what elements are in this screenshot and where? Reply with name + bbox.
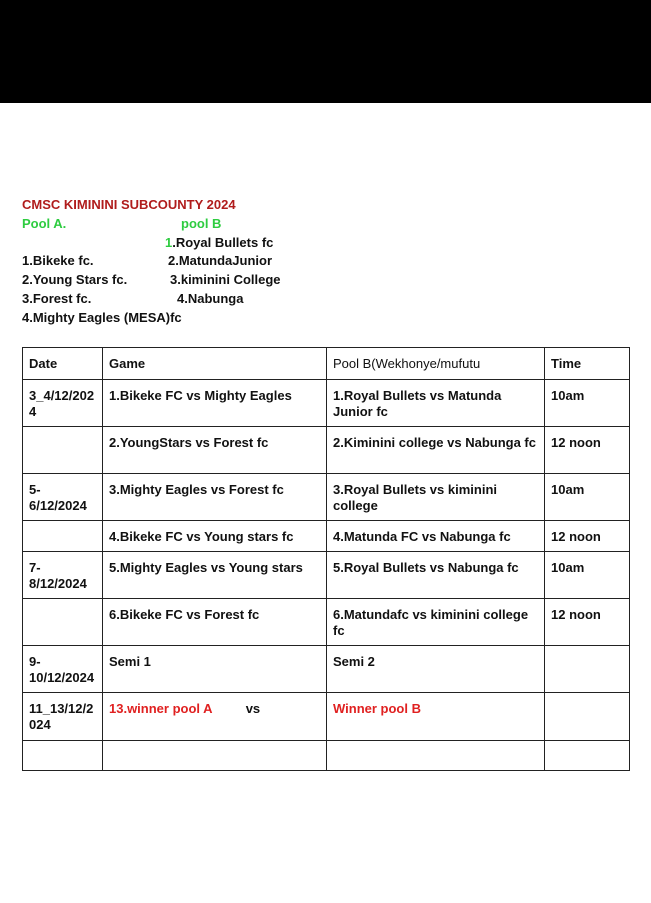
- cell-game: 4.Bikeke FC vs Young stars fc: [103, 521, 327, 552]
- cell-date: 9-10/12/2024: [23, 646, 103, 693]
- cell-pool-b: 1.Royal Bullets vs Matunda Junior fc: [327, 380, 545, 427]
- pool-b-team-4: 4.Nabunga: [177, 291, 244, 306]
- cell-game: 3.Mighty Eagles vs Forest fc: [103, 474, 327, 521]
- cell-date: 11_13/12/2024: [23, 693, 103, 741]
- table-row: [23, 599, 630, 646]
- pool-b-heading: pool B: [181, 216, 222, 231]
- final-pool-a-winner: 13.winner pool A: [109, 701, 213, 716]
- pool-a-team-4: 4.Mighty Eagles (MESA)fc: [22, 310, 182, 325]
- cell-time: 10am: [545, 474, 630, 521]
- final-row: [23, 693, 630, 741]
- cell-time: [545, 646, 630, 693]
- cell-pool-b: 2.Kiminini college vs Nabunga fc: [327, 427, 545, 474]
- header-time: Time: [545, 348, 630, 380]
- table-header-row: [23, 348, 630, 380]
- table-row: [23, 552, 630, 599]
- cell-time: [545, 693, 630, 741]
- cell-time: 12 noon: [545, 599, 630, 646]
- cell-game: 1.Bikeke FC vs Mighty Eagles: [103, 380, 327, 427]
- cell-pool-b: 4.Matunda FC vs Nabunga fc: [327, 521, 545, 552]
- table-row: [23, 646, 630, 693]
- header-date: Date: [23, 348, 103, 380]
- cell-game: 6.Bikeke FC vs Forest fc: [103, 599, 327, 646]
- cell-date: [23, 599, 103, 646]
- final-vs: vs: [245, 701, 261, 716]
- cell-date: [23, 521, 103, 552]
- cell-pool-b: Semi 2: [327, 646, 545, 693]
- table-row: [23, 380, 630, 427]
- cell-pool-b: 5.Royal Bullets vs Nabunga fc: [327, 552, 545, 599]
- header-game: Game: [103, 348, 327, 380]
- cell-time: 12 noon: [545, 427, 630, 474]
- cell-game: Semi 1: [103, 646, 327, 693]
- cell-date: 3_4/12/2024: [23, 380, 103, 427]
- document-title: CMSC KIMININI SUBCOUNTY 2024: [22, 197, 236, 212]
- top-black-bar: [0, 0, 651, 103]
- pool-b-team-2: 2.MatundaJunior: [168, 253, 273, 268]
- cell-pool-b: 3.Royal Bullets vs kiminini college: [327, 474, 545, 521]
- cell-game: 5.Mighty Eagles vs Young stars: [103, 552, 327, 599]
- pool-b-team-1-number: 1: [165, 235, 173, 250]
- pool-a-team-3: 3.Forest fc.: [22, 291, 92, 306]
- cell-time: 12 noon: [545, 521, 630, 552]
- header-pool-b: Pool B(Wekhonye/mufutu: [327, 348, 545, 380]
- pool-a-team-2: 2.Young Stars fc.: [22, 272, 128, 287]
- cell-final-pool-b: Winner pool B: [327, 693, 545, 741]
- empty-row: [23, 741, 630, 771]
- pool-b-team-3: 3.kiminini College: [170, 272, 281, 287]
- cell-game: 2.YoungStars vs Forest fc: [103, 427, 327, 474]
- table-row: [23, 427, 630, 474]
- fixtures-table: [22, 347, 630, 771]
- table-row: [23, 521, 630, 552]
- cell-date: 7-8/12/2024: [23, 552, 103, 599]
- table-row: [23, 474, 630, 521]
- cell-final-game: [103, 693, 327, 741]
- cell-date: [23, 427, 103, 474]
- cell-time: 10am: [545, 380, 630, 427]
- cell-time: 10am: [545, 552, 630, 599]
- pool-b-team-1: [165, 235, 273, 251]
- cell-pool-b: 6.Matundafc vs kiminini college fc: [327, 599, 545, 646]
- pool-b-team-1-name: .Royal Bullets fc: [172, 235, 274, 250]
- pool-a-heading: Pool A.: [22, 216, 67, 231]
- pool-a-team-1: 1.Bikeke fc.: [22, 253, 94, 268]
- cell-date: 5-6/12/2024: [23, 474, 103, 521]
